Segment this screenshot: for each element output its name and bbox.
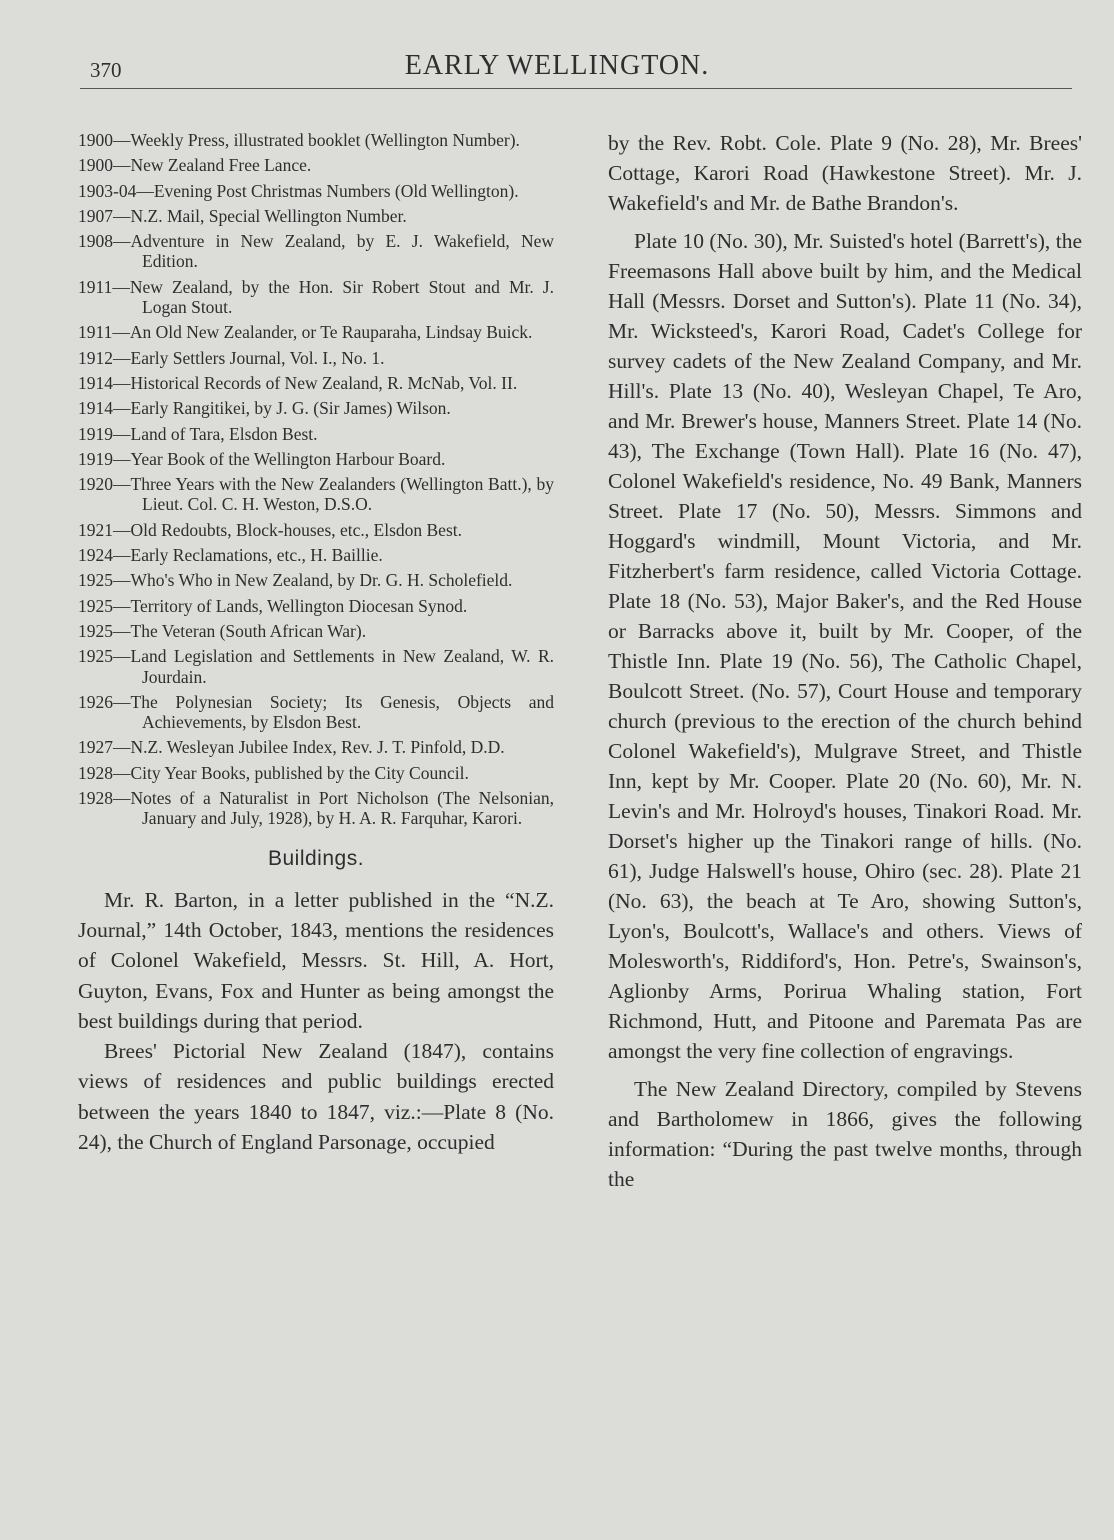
reference-item: 1925—Territory of Lands, Wellington Diocesan Synod. (78, 595, 468, 616)
right-column (608, 128, 1082, 1202)
reference-item: 1911—An Old New Zealander, or Te Rauparaha, Lindsay Buick. (78, 322, 533, 343)
reference-item: 1908—Adventure in New Zealand, by E. J. Wakefield, New Edition. (78, 231, 554, 272)
reference-item: 1921—Old Redoubts, Block-houses, etc., Elsdon Best. (78, 519, 463, 540)
header-rule (80, 88, 1072, 89)
body-paragraph: Plate 10 (No. 30), Mr. Suisted's hotel (Barrett's), the Freemasons Hall above built by him, and the Medical Hall (Messrs. Dorset and Sutton's). Plate 11 (No. 34), Mr. Wicksteed's, Karori Road, Cadet's College for survey cadets of the New Zealand Company, and Mr. Hill's. Plate 13 (No. 40), Wesleyan Chapel, Te Aro, and Mr. Brewer's house, Manners Street. Plate 14 (No. 43), The Exchange (Town Hall). Plate 16 (No. 47), Colonel Wakefield's residence, No. 49 Bank, Manners Street. Plate 17 (No. 50), Messrs. Simmons and Hoggard's windmill, Mount Victoria, and Mr. Fitzherbert's farm residence, called Victoria Cottage. Plate 18 (No. 53), Major Baker's, and the Red House or Barracks above it, built by Mr. Cooper, of the Thistle Inn. Plate 19 (No. 56), The Catholic Chapel, Boulcott Street. (No. 57), Court House and temporary church (previous to the erection of the church behind Colonel Wakefield's), Mulgrave Street, and Thistle Inn, kept by Mr. Cooper. Plate 20 (No. 60), Mr. N. Levin's and Mr. Holroyd's houses, Tinakori Road. Mr. Dorset's higher up the Tinakori range of hills. (No. 61), Judge Halswell's house, Ohiro (sec. 28). Plate 21 (No. 63), the beach at Te Aro, showing Sutton's, Lyon's, Boulcott's, Wallace's and others. Views of Molesworth's, Riddiford's, Hon. Petre's, Swainson's, Aglionby Arms, Porirua Whaling station, Fort Richmond, Hutt, and Pitoone and Paremata Pas are amongst the very fine collection of engravings. (608, 229, 1082, 1063)
reference-item: 1912—Early Settlers Journal, Vol. I., No. 1. (78, 347, 385, 368)
reference-item: 1919—Year Book of the Wellington Harbour Board. (78, 448, 446, 469)
reference-item: 1900—Weekly Press, illustrated booklet (Wellington Number). (78, 130, 520, 150)
reference-item: 1925—Land Legislation and Settlements in New Zealand, W. R. Jourdain. (78, 646, 554, 687)
reference-item: 1928—Notes of a Naturalist in Port Nicholson (The Nelsonian, January and July, 1928), by H. A. R. Farquhar, Karori. (78, 788, 554, 829)
reference-item: 1914—Early Rangitikei, by J. G. (Sir James) Wilson. (78, 398, 451, 419)
body-paragraph: The New Zealand Directory, compiled by Stevens and Bartholomew in 1866, gives the following information: “During the past twelve months, through the (608, 1077, 1082, 1191)
left-column (78, 130, 554, 1157)
reference-item: 1920—Three Years with the New Zealanders (Wellington Batt.), by Lieut. Col. C. H. Weston, D.S.O. (78, 474, 554, 515)
reference-item: 1911—New Zealand, by the Hon. Sir Robert Stout and Mr. J. Logan Stout. (78, 276, 554, 318)
reference-list (78, 130, 554, 829)
reference-item: 1903-04—Evening Post Christmas Numbers (Old Wellington). (78, 180, 519, 201)
reference-item: 1925—Who's Who in New Zealand, by Dr. G. H. Scholefield. (78, 570, 513, 591)
reference-item: 1919—Land of Tara, Elsdon Best. (78, 423, 318, 444)
reference-item: 1907—N.Z. Mail, Special Wellington Number. (78, 205, 407, 226)
running-title: EARLY WELLINGTON. (404, 50, 710, 81)
section-heading: Buildings. (267, 846, 365, 870)
reference-item: 1927—N.Z. Wesleyan Jubilee Index, Rev. J. T. Pinfold, D.D. (78, 737, 505, 758)
reference-item: 1926—The Polynesian Society; Its Genesis, Objects and Achievements, by Elsdon Best. (78, 691, 554, 733)
continued-paragraph: by the Rev. Robt. Cole. Plate 9 (No. 28), Mr. Brees' Cottage, Karori Road (Hawkestone Street). Mr. J. Wakefield's and Mr. de Bathe Brandon's. (608, 131, 1082, 215)
reference-item: 1914—Historical Records of New Zealand, R. McNab, Vol. II. (78, 372, 518, 393)
reference-item: 1924—Early Reclamations, etc., H. Baillie. (78, 545, 383, 566)
reference-item: 1925—The Veteran (South African War). (78, 620, 367, 641)
reference-item: 1928—City Year Books, published by the City Council. (78, 762, 469, 783)
reference-item: 1900—New Zealand Free Lance. (78, 155, 312, 176)
body-paragraph: Mr. R. Barton, in a letter published in the “N.Z. Journal,” 14th October, 1843, mentions the residences of Colonel Wakefield, Messrs. St. Hill, A. Hort, Guyton, Evans, Fox and Hunter as being amongst the best buildings during that period. (78, 887, 554, 1033)
body-paragraph: Brees' Pictorial New Zealand (1847), contains views of residences and public buildings erected between the years 1840 to 1847, viz.:—Plate 8 (No. 24), the Church of England Parsonage, occupied (78, 1039, 554, 1154)
page-number: 370 (90, 58, 122, 82)
